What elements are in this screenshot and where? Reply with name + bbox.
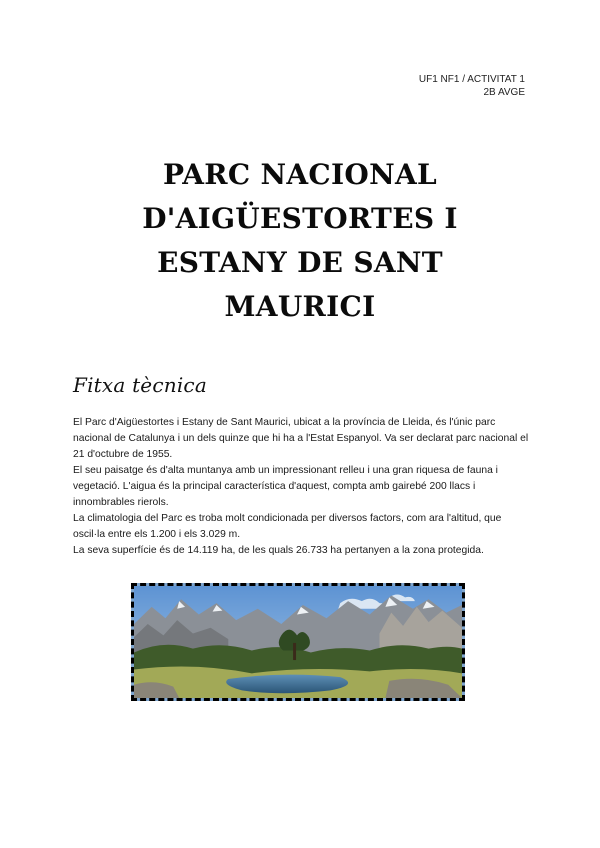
- body-text: [73, 415, 529, 559]
- paragraph-location: El Parc d'Aigüestortes i Estany de Sant Maurici, ubicat a la província de Lleida, és l'únic parc nacional de Catalunya i un dels quinze que hi ha a l'Estat Espanyol. Va ser declarat parc nacional el 21 d'octubre de 1955.: [73, 417, 529, 460]
- lake: [226, 675, 348, 694]
- title-line-2: D'AIGÜESTORTES I: [142, 202, 458, 235]
- title-line-3: ESTANY DE SANT: [157, 246, 443, 279]
- paragraph-surface: La seva superfície és de 14.119 ha, de les quals 26.733 ha pertanyen a la zona protegida.: [73, 545, 484, 556]
- section-heading: Fitxa tècnica: [73, 373, 207, 397]
- title-line-4: MAURICI: [224, 290, 376, 323]
- document-title: [0, 153, 600, 329]
- paragraph-landscape: El seu paisatge és d'alta muntanya amb un impressionant relleu i una gran riquesa de fauna i vegetació. L'aigua és la principal característica d'aquest, compta amb gairebé 200 llacs i innombrables rierols.: [73, 465, 498, 508]
- header-group-line: 2B AVGE: [483, 87, 525, 98]
- header-course-line: UF1 NF1 / ACTIVITAT 1: [418, 74, 525, 85]
- tree-trunk: [293, 643, 296, 660]
- title-line-1: PARC NACIONAL: [162, 158, 438, 191]
- header-meta: [419, 73, 525, 99]
- paragraph-climate: La climatologia del Parc es troba molt condicionada per diversos factors, com ara l'altitud, que oscil·la entre els 1.200 i els 3.029 m.: [73, 513, 502, 540]
- mountain-landscape-image: [134, 586, 462, 698]
- landscape-photo: [131, 583, 465, 701]
